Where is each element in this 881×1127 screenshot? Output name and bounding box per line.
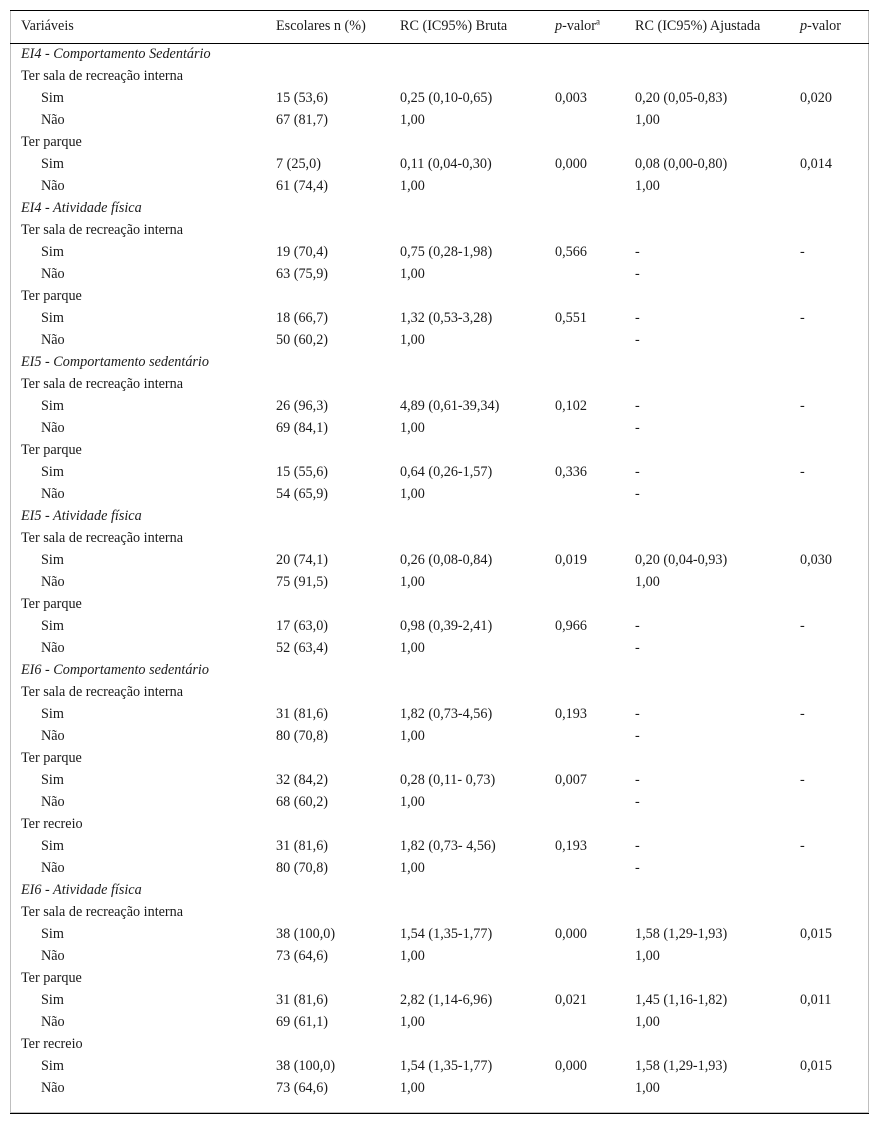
- cell-rc-ajustada: 0,20 (0,04-0,93): [635, 552, 728, 568]
- cell-rc-bruta: 0,98 (0,39-2,41): [400, 618, 493, 634]
- cell-escolares: 31 (81,6): [276, 706, 329, 722]
- cell-rc-ajustada: -: [635, 398, 640, 414]
- cell-rc-bruta: 1,82 (0,73-4,56): [400, 706, 493, 722]
- cell-escolares: 32 (84,2): [276, 772, 329, 788]
- section-label: EI6 - Comportamento sedentário: [21, 662, 209, 678]
- row-label: Sim: [41, 706, 64, 722]
- cell-rc-bruta: 2,82 (1,14-6,96): [400, 992, 493, 1008]
- cell-rc-ajustada: 1,00: [635, 1080, 660, 1096]
- header-p-valor-a: [555, 18, 600, 35]
- cell-p-valor: 0,011: [800, 992, 832, 1008]
- cell-rc-ajustada: 0,08 (0,00-0,80): [635, 156, 728, 172]
- cell-rc-bruta: 1,00: [400, 178, 425, 194]
- cell-rc-bruta: 1,00: [400, 266, 425, 282]
- row-label: Não: [41, 178, 65, 194]
- cell-escolares: 63 (75,9): [276, 266, 329, 282]
- cell-escolares: 31 (81,6): [276, 838, 329, 854]
- cell-rc-bruta: 1,00: [400, 112, 425, 128]
- cell-rc-ajustada: -: [635, 310, 640, 326]
- row-label: Sim: [41, 398, 64, 414]
- cell-escolares: 26 (96,3): [276, 398, 329, 414]
- cell-rc-ajustada: 1,00: [635, 1014, 660, 1030]
- cell-rc-bruta: 1,00: [400, 1014, 425, 1030]
- cell-rc-ajustada: -: [635, 794, 640, 810]
- group-label: Ter sala de recreação interna: [21, 68, 184, 84]
- header-p-sup: a: [595, 16, 600, 27]
- row-label: Não: [41, 728, 65, 744]
- cell-p-valor-a: 0,102: [555, 398, 587, 414]
- cell-p-valor: 0,014: [800, 156, 832, 172]
- cell-rc-ajustada: -: [635, 728, 640, 744]
- cell-escolares: 73 (64,6): [276, 1080, 329, 1096]
- row-label: Sim: [41, 552, 64, 568]
- section-label: EI5 - Comportamento sedentário: [21, 354, 209, 370]
- cell-p-valor-a: 0,003: [555, 90, 587, 106]
- row-label: Não: [41, 1080, 65, 1096]
- cell-escolares: 31 (81,6): [276, 992, 329, 1008]
- cell-rc-ajustada: -: [635, 640, 640, 656]
- group-label: Ter sala de recreação interna: [21, 904, 184, 920]
- cell-p-valor-a: 0,966: [555, 618, 587, 634]
- row-label: Não: [41, 860, 65, 876]
- cell-rc-ajustada: -: [635, 838, 640, 854]
- cell-escolares: 54 (65,9): [276, 486, 329, 502]
- cell-escolares: 73 (64,6): [276, 948, 329, 964]
- cell-escolares: 80 (70,8): [276, 728, 329, 744]
- group-label: Ter parque: [21, 750, 82, 766]
- cell-p-valor: -: [800, 838, 805, 854]
- row-label: Não: [41, 266, 65, 282]
- row-label: Não: [41, 794, 65, 810]
- cell-rc-bruta: 1,00: [400, 1080, 425, 1096]
- cell-rc-ajustada: -: [635, 618, 640, 634]
- header-rc-bruta: RC (IC95%) Bruta: [400, 18, 508, 34]
- header-variaveis: Variáveis: [21, 18, 74, 34]
- header-p2-italic: p: [800, 18, 808, 34]
- header-p2-rest: -valor: [807, 18, 841, 34]
- header-p-rest: -valor: [562, 18, 596, 34]
- row-label: Não: [41, 420, 65, 436]
- cell-rc-bruta: 1,00: [400, 332, 425, 348]
- cell-p-valor: -: [800, 310, 805, 326]
- cell-p-valor-a: 0,336: [555, 464, 587, 480]
- row-label: Não: [41, 1014, 65, 1030]
- cell-rc-ajustada: 1,45 (1,16-1,82): [635, 992, 728, 1008]
- cell-rc-ajustada: 0,20 (0,05-0,83): [635, 90, 728, 106]
- cell-p-valor-a: 0,000: [555, 926, 587, 942]
- cell-rc-ajustada: -: [635, 464, 640, 480]
- cell-rc-bruta: 1,00: [400, 728, 425, 744]
- row-label: Sim: [41, 618, 64, 634]
- group-label: Ter sala de recreação interna: [21, 222, 184, 238]
- cell-escolares: 17 (63,0): [276, 618, 329, 634]
- cell-p-valor-a: 0,566: [555, 244, 587, 260]
- cell-p-valor: 0,015: [800, 1058, 832, 1074]
- cell-escolares: 61 (74,4): [276, 178, 329, 194]
- row-label: Sim: [41, 310, 64, 326]
- row-label: Não: [41, 112, 65, 128]
- table-bottom-rule: [10, 1113, 869, 1114]
- cell-escolares: 75 (91,5): [276, 574, 329, 590]
- cell-rc-bruta: 1,54 (1,35-1,77): [400, 926, 493, 942]
- row-label: Não: [41, 948, 65, 964]
- cell-rc-bruta: 1,00: [400, 574, 425, 590]
- cell-p-valor-a: 0,000: [555, 1058, 587, 1074]
- cell-rc-ajustada: 1,58 (1,29-1,93): [635, 926, 728, 942]
- cell-p-valor: -: [800, 706, 805, 722]
- row-label: Sim: [41, 926, 64, 942]
- cell-p-valor: -: [800, 618, 805, 634]
- cell-rc-ajustada: -: [635, 706, 640, 722]
- cell-rc-bruta: 1,00: [400, 486, 425, 502]
- cell-rc-bruta: 0,64 (0,26-1,57): [400, 464, 493, 480]
- cell-rc-bruta: 1,00: [400, 420, 425, 436]
- cell-p-valor: 0,015: [800, 926, 832, 942]
- section-label: EI4 - Atividade física: [21, 200, 142, 216]
- cell-rc-bruta: 0,11 (0,04-0,30): [400, 156, 492, 172]
- group-label: Ter parque: [21, 970, 82, 986]
- cell-rc-bruta: 1,00: [400, 948, 425, 964]
- section-label: EI6 - Atividade física: [21, 882, 142, 898]
- cell-rc-bruta: 0,25 (0,10-0,65): [400, 90, 493, 106]
- cell-p-valor-a: 0,019: [555, 552, 587, 568]
- cell-p-valor: 0,030: [800, 552, 832, 568]
- cell-escolares: 18 (66,7): [276, 310, 329, 326]
- cell-rc-ajustada: -: [635, 420, 640, 436]
- header-bottom-rule: [10, 43, 869, 44]
- cell-rc-ajustada: -: [635, 266, 640, 282]
- cell-rc-ajustada: 1,58 (1,29-1,93): [635, 1058, 728, 1074]
- row-label: Sim: [41, 772, 64, 788]
- cell-escolares: 15 (53,6): [276, 90, 329, 106]
- cell-p-valor: -: [800, 772, 805, 788]
- cell-p-valor: 0,020: [800, 90, 832, 106]
- cell-rc-ajustada: 1,00: [635, 574, 660, 590]
- cell-escolares: 69 (84,1): [276, 420, 329, 436]
- cell-escolares: 68 (60,2): [276, 794, 329, 810]
- cell-escolares: 20 (74,1): [276, 552, 329, 568]
- cell-escolares: 15 (55,6): [276, 464, 329, 480]
- cell-rc-bruta: 1,00: [400, 640, 425, 656]
- group-label: Ter parque: [21, 288, 82, 304]
- row-label: Sim: [41, 156, 64, 172]
- row-label: Não: [41, 574, 65, 590]
- cell-rc-ajustada: -: [635, 860, 640, 876]
- cell-escolares: 80 (70,8): [276, 860, 329, 876]
- cell-rc-bruta: 4,89 (0,61-39,34): [400, 398, 500, 414]
- section-label: EI4 - Comportamento Sedentário: [21, 46, 211, 62]
- cell-rc-bruta: 1,00: [400, 794, 425, 810]
- row-label: Não: [41, 332, 65, 348]
- group-label: Ter sala de recreação interna: [21, 530, 184, 546]
- row-label: Sim: [41, 464, 64, 480]
- cell-escolares: 7 (25,0): [276, 156, 321, 172]
- cell-escolares: 50 (60,2): [276, 332, 329, 348]
- group-label: Ter sala de recreação interna: [21, 684, 184, 700]
- header-p-italic: p: [555, 18, 563, 34]
- cell-p-valor-a: 0,007: [555, 772, 587, 788]
- group-label: Ter sala de recreação interna: [21, 376, 184, 392]
- header-escolares: Escolares n (%): [276, 18, 366, 34]
- group-label: Ter recreio: [21, 1036, 83, 1052]
- cell-p-valor: -: [800, 244, 805, 260]
- cell-rc-bruta: 0,26 (0,08-0,84): [400, 552, 493, 568]
- cell-rc-bruta: 1,32 (0,53-3,28): [400, 310, 493, 326]
- table-top-rule: [10, 10, 869, 11]
- cell-p-valor: -: [800, 398, 805, 414]
- cell-rc-ajustada: -: [635, 486, 640, 502]
- cell-p-valor: -: [800, 464, 805, 480]
- cell-escolares: 52 (63,4): [276, 640, 329, 656]
- cell-escolares: 69 (61,1): [276, 1014, 329, 1030]
- row-label: Sim: [41, 1058, 64, 1074]
- cell-p-valor-a: 0,021: [555, 992, 587, 1008]
- cell-p-valor-a: 0,000: [555, 156, 587, 172]
- cell-escolares: 38 (100,0): [276, 1058, 336, 1074]
- cell-rc-bruta: 0,28 (0,11- 0,73): [400, 772, 496, 788]
- cell-rc-bruta: 1,54 (1,35-1,77): [400, 1058, 493, 1074]
- row-label: Não: [41, 486, 65, 502]
- cell-rc-ajustada: -: [635, 244, 640, 260]
- cell-escolares: 19 (70,4): [276, 244, 329, 260]
- section-label: EI5 - Atividade física: [21, 508, 142, 524]
- row-label: Sim: [41, 838, 64, 854]
- row-label: Sim: [41, 244, 64, 260]
- group-label: Ter parque: [21, 134, 82, 150]
- cell-rc-bruta: 1,00: [400, 860, 425, 876]
- cell-escolares: 67 (81,7): [276, 112, 329, 128]
- cell-escolares: 38 (100,0): [276, 926, 336, 942]
- cell-rc-ajustada: 1,00: [635, 112, 660, 128]
- cell-rc-bruta: 1,82 (0,73- 4,56): [400, 838, 496, 854]
- group-label: Ter parque: [21, 596, 82, 612]
- row-label: Sim: [41, 992, 64, 1008]
- group-label: Ter recreio: [21, 816, 83, 832]
- row-label: Não: [41, 640, 65, 656]
- header-p-valor: [800, 18, 841, 35]
- cell-p-valor-a: 0,193: [555, 706, 587, 722]
- row-label: Sim: [41, 90, 64, 106]
- cell-rc-ajustada: 1,00: [635, 178, 660, 194]
- group-label: Ter parque: [21, 442, 82, 458]
- cell-p-valor-a: 0,551: [555, 310, 587, 326]
- cell-rc-ajustada: -: [635, 772, 640, 788]
- cell-p-valor-a: 0,193: [555, 838, 587, 854]
- header-rc-ajustada: RC (IC95%) Ajustada: [635, 18, 761, 34]
- cell-rc-bruta: 0,75 (0,28-1,98): [400, 244, 493, 260]
- cell-rc-ajustada: 1,00: [635, 948, 660, 964]
- cell-rc-ajustada: -: [635, 332, 640, 348]
